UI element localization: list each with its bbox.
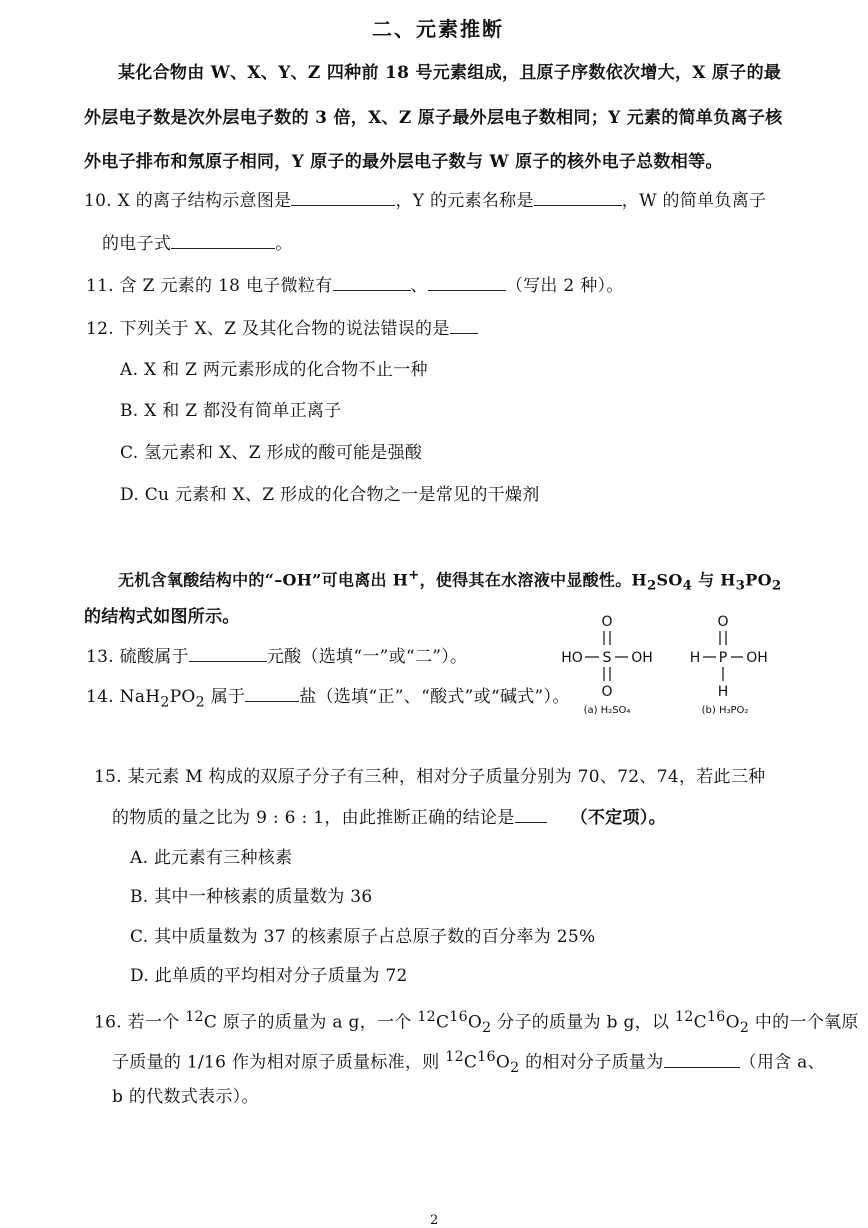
- intro-line-2: 外层电子数是次外层电子数的 3 倍，X、Z 原子最外层电子数相同；Y 元素的简单负离子核: [84, 108, 783, 128]
- question-16-line-3: b 的代数式表示）。: [112, 1087, 259, 1107]
- question-10-line-2: 的电子式 。: [102, 234, 293, 254]
- h2so4-top-o: O: [601, 614, 613, 630]
- question-12-option-d: D. Cu 元素和 X、Z 形成的化合物之一是常见的干燥剂: [120, 485, 540, 505]
- question-11: 11. 含 Z 元素的 18 电子微粒有 、 （写出 2 种）。: [86, 276, 624, 296]
- question-13: 13. 硫酸属于 元酸（选填“一”或“二”）。: [86, 647, 468, 667]
- h3po2-structure-diagram: [685, 612, 780, 722]
- answer-blank-14[interactable]: [245, 685, 299, 702]
- answer-blank-13[interactable]: [189, 645, 267, 662]
- answer-blank-11-b[interactable]: [428, 274, 506, 291]
- section-title: 二、元素推断: [372, 17, 504, 41]
- question-15-option-b: B. 其中一种核素的质量数为 36: [130, 887, 373, 907]
- question-12-option-c: C. 氢元素和 X、Z 形成的酸可能是强酸: [120, 443, 423, 463]
- answer-blank-10-b[interactable]: [534, 189, 622, 206]
- question-12-option-b: B. X 和 Z 都没有简单正离子: [120, 401, 342, 421]
- answer-blank-12[interactable]: [450, 317, 478, 334]
- answer-blank-16[interactable]: [664, 1051, 740, 1068]
- h2so4-center-atom: S: [602, 650, 612, 666]
- question-16-line-1: 16. 若一个 $^{12}$C 原子的质量为 a g，一个 $^{12}C^{16}O_2$ 分子的质量为 b g，以 $^{12}C^{16}O_2$ 中的一个氧原: [94, 1009, 859, 1037]
- intro-line-1: 某化合物由 W、X、Y、Z 四种前 18 号元素组成，且原子序数依次增大，X 原子的最: [118, 63, 782, 83]
- h3po2-left-group: H: [689, 650, 701, 666]
- h3po2-right-group: OH: [746, 650, 768, 666]
- question-16-line-2: 子质量的 1/16 作为相对原子质量标准，则 $^{12}C^{16}O_2$ 的相对分子质量为 （用含 a、: [112, 1049, 825, 1077]
- answer-blank-11-a[interactable]: [333, 274, 411, 291]
- question-14: 14. $NaH_2PO_2$ 属于 盐（选填“正”、“酸式”或“碱式”）。: [86, 687, 570, 711]
- answer-blank-15[interactable]: [515, 806, 547, 823]
- h2so4-left-group: HO: [561, 650, 583, 666]
- h3po2-center-atom: P: [718, 650, 728, 666]
- h2so4-caption: (a) H₂SO₄: [583, 705, 631, 716]
- answer-blank-10-a[interactable]: [291, 189, 395, 206]
- acid-intro-line-1: 无机含氧酸结构中的“–OH”可电离出 H+，使得其在水溶液中显酸性。$H_2SO_4$ 与 $H_3PO_2$: [118, 567, 782, 594]
- answer-blank-10-c[interactable]: [171, 232, 275, 249]
- acid-intro-line-2: 的结构式如图所示。: [84, 607, 240, 627]
- h3po2-top-o: O: [717, 614, 729, 630]
- question-15-option-c: C. 其中质量数为 37 的核素原子占总原子数的百分率为 25%: [130, 927, 596, 947]
- question-10-line-1: 10. X 的离子结构示意图是 ，Y 的元素名称是 ，W 的简单负离子: [84, 191, 767, 211]
- question-12-option-a: A. X 和 Z 两元素形成的化合物不止一种: [120, 360, 428, 380]
- h2so4-structure-diagram: [555, 612, 675, 722]
- question-15-line-2: 的物质的量之比为 9 : 6 : 1，由此推断正确的结论是 （不定项）。: [112, 808, 666, 828]
- question-15-option-d: D. 此单质的平均相对分子质量为 72: [130, 966, 408, 986]
- h3po2-bottom-h: H: [717, 684, 729, 700]
- question-15-line-1: 15. 某元素 M 构成的双原子分子有三种，相对分子质量分别为 70、72、74，若此三种: [94, 767, 766, 787]
- h2so4-bottom-o: O: [601, 684, 613, 700]
- intro-line-3: 外电子排布和氖原子相同，Y 原子的最外层电子数与 W 原子的核外电子总数相等。: [84, 152, 723, 172]
- h2so4-right-group: OH: [631, 650, 653, 666]
- page-number: 2: [430, 1213, 439, 1228]
- question-12-stem: 12. 下列关于 X、Z 及其化合物的说法错误的是: [86, 317, 478, 340]
- question-15-option-a: A. 此元素有三种核素: [130, 848, 293, 868]
- h3po2-caption: (b) H₃PO₂: [701, 705, 749, 716]
